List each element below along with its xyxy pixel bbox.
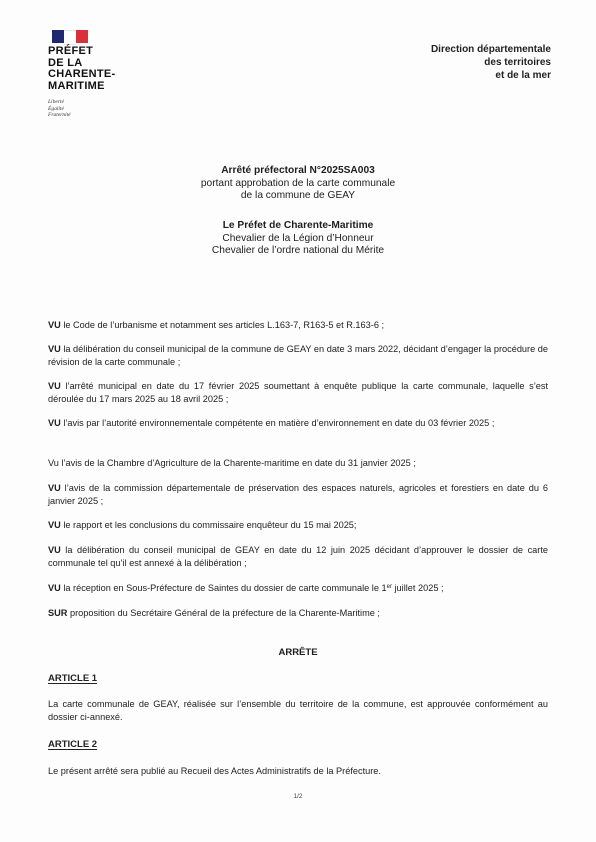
article-title: ARTICLE 2 xyxy=(48,739,98,750)
prefecture-name: PRÉFET DE LA CHARENTE- MARITIME xyxy=(48,45,116,92)
article-text: Le présent arrêté sera publié au Recueil des Actes Administratifs de la Préfecture. xyxy=(48,766,381,776)
visa-paragraph: VU la délibération du conseil municipal de GEAY en date du 12 juin 2025 décidant d’approuver le dossier de carte communale tel qu’il est annexé à la délibération ; xyxy=(48,545,548,568)
page-number: 1/2 xyxy=(293,793,303,800)
decree-number: Arrêté préfectoral N°2025SA003 xyxy=(221,165,375,176)
french-flag-icon xyxy=(52,30,88,43)
visa-paragraph: VU l’avis de la commission départementale de préservation des espaces naturels, agricoles et forestiers en date du 6 janvier 2025 ; xyxy=(48,483,548,506)
visa-paragraph: VU le rapport et les conclusions du commissaire enquêteur du 15 mai 2025; xyxy=(48,520,357,530)
article-text: La carte communale de GEAY, réalisée sur l’ensemble du territoire de la commune, est approuvée conformément au dossier ci-annexé. xyxy=(48,699,548,722)
visa-paragraph: VU la délibération du conseil municipal de la commune de GEAY en date 3 mars 2022, décidant d’engager la procédure de révision de la carte communale ; xyxy=(48,344,548,367)
republic-motto: Liberté Égalité Fraternité xyxy=(48,99,71,118)
visa-paragraph: VU l’avis par l’autorité environnementale compétente en matière d’environnement en date du 03 février 2025 ; xyxy=(48,418,495,428)
visa-paragraph: VU la réception en Sous-Préfecture de Saintes du dossier de carte communale le 1er juillet 2025 ; xyxy=(48,583,444,593)
arrete-heading: ARRÊTE xyxy=(278,647,318,658)
prefecture-logo xyxy=(48,30,138,119)
visa-paragraph: SUR proposition du Secrétaire Général de la préfecture de la Charente-Maritime ; xyxy=(48,608,380,618)
visa-paragraph: VU l’arrêté municipal en date du 17 février 2025 soumettant à enquête publique la carte communale, laquelle s’est déroulée du 17 mars 2025 au 18 avril 2025 ; xyxy=(48,381,548,404)
visa-paragraph: Vu l’avis de la Chambre d’Agriculture de la Charente-maritime en date du 31 janvier 2025 ; xyxy=(48,458,416,468)
decree-title: Arrêté préfectoral N°2025SA003 portant approbation de la carte communale de la commune de GEAY xyxy=(0,165,596,203)
visa-paragraph: VU le Code de l’urbanisme et notamment ses articles L.163-7, R163-5 et R.163-6 ; xyxy=(48,320,385,330)
prefet-block: Le Préfet de Charente-Maritime Chevalier de la Légion d’Honneur Chevalier de l’ordre national du Mérite xyxy=(211,220,385,256)
issuing-direction: Direction départementale des territoires et de la mer xyxy=(430,44,551,81)
article-title: ARTICLE 1 xyxy=(48,673,98,684)
